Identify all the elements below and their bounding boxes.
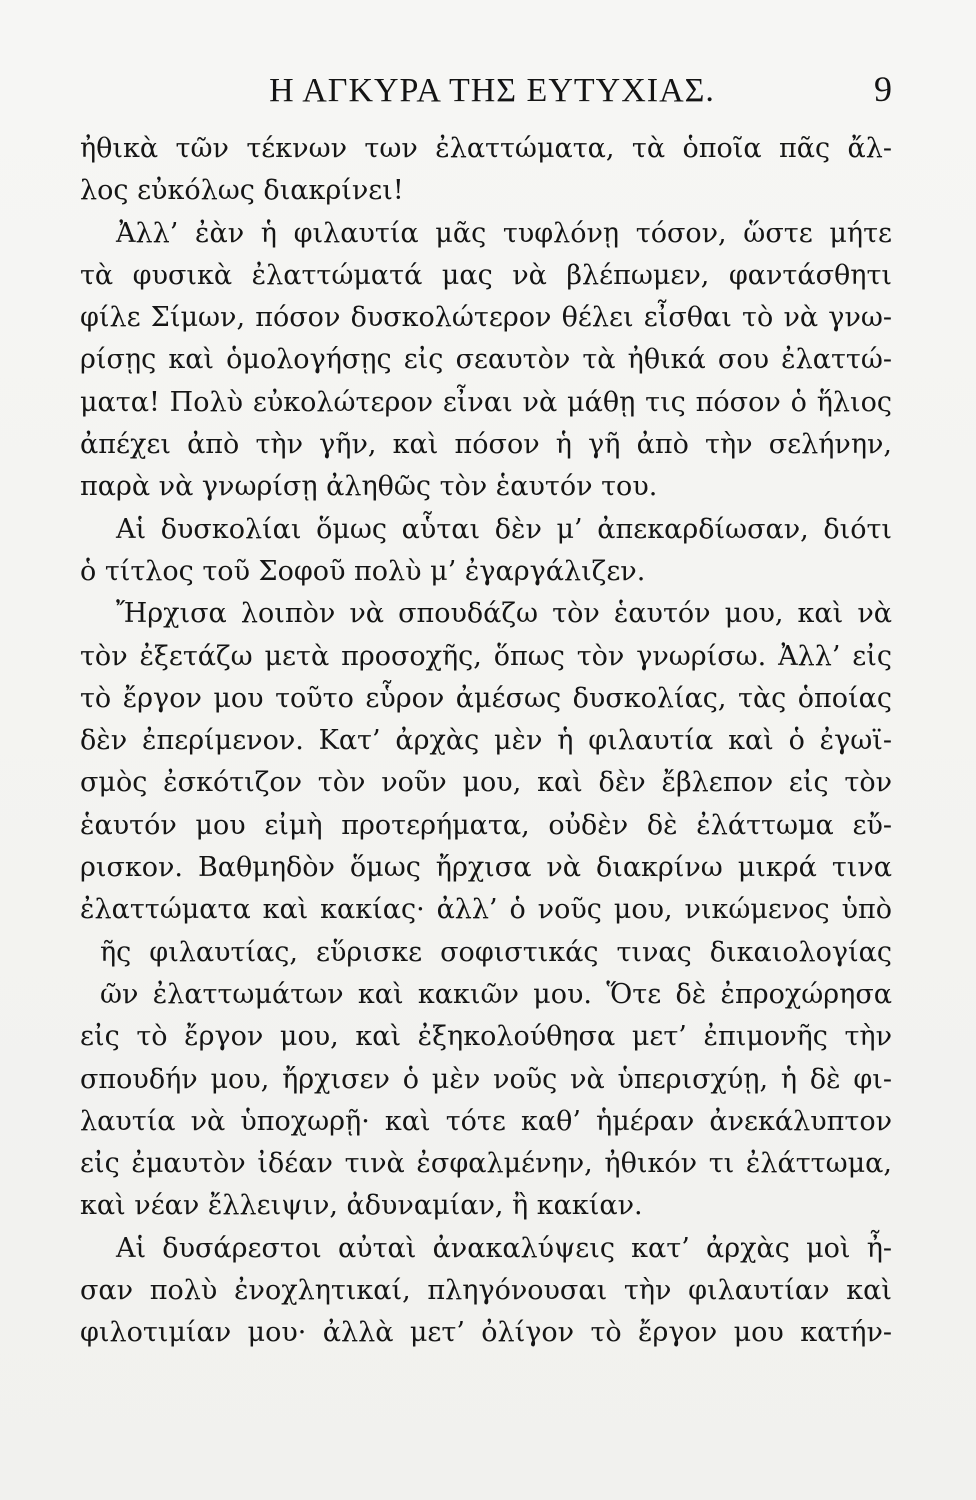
text-line: τὸν ἐξετάζω μετὰ προσοχῆς, ὅπως τὸν γνωρίσω. Ἀλλ’ εἰς xyxy=(80,640,892,672)
text-line: εἰς ἐμαυτὸν ἰδέαν τινὰ ἐσφαλμένην, ἠθικόν τι ἐλάττωμα, xyxy=(80,1148,892,1180)
text-line: φίλε Σίμων, πόσον δυσκολώτερον θέλει εἶσθαι τὸ νὰ γνω- xyxy=(80,302,892,334)
body-text xyxy=(80,128,892,1355)
text-line: Ἀλλ’ ἐὰν ἡ φιλαυτία μᾶς τυφλόνῃ τόσον, ὥστε μήτε xyxy=(116,217,892,249)
text-line: σπουδήν μου, ἤρχισεν ὁ μὲν νοῦς νὰ ὑπερισχύῃ, ἡ δὲ φι- xyxy=(80,1063,892,1095)
text-line: σαν πολὺ ἐνοχλητικαί, πληγόνουσαι τὴν φιλαυτίαν καὶ xyxy=(80,1275,892,1307)
text-line: ὁ τίτλος τοῦ Σοφοῦ πολὺ μ’ ἐγαργάλιζεν. xyxy=(80,555,646,587)
text-line: Αἱ δυσκολίαι ὅμως αὗται δὲν μ’ ἀπεκαρδίωσαν, διότι xyxy=(116,513,892,545)
text-line: τὸ ἔργον μου τοῦτο εὗρον ἀμέσως δυσκολίας, τὰς ὁποίας xyxy=(80,682,892,714)
text-line: ματα! Πολὺ εὐκολώτερον εἶναι νὰ μάθῃ τις πόσον ὁ ἥλιος xyxy=(80,386,892,418)
text-line: ρισκον. Βαθμηδὸν ὅμως ἤρχισα νὰ διακρίνω μικρά τινα xyxy=(80,852,892,884)
text-line: Αἱ δυσάρεστοι αὐταὶ ἀνακαλύψεις κατ’ ἀρχὰς μοὶ ἦ- xyxy=(116,1232,892,1264)
text-line: σμὸς ἐσκότιζον τὸν νοῦν μου, καὶ δὲν ἔβλεπον εἰς τὸν xyxy=(80,767,892,799)
text-line: φιλοτιμίαν μου· ἀλλὰ μετ’ ὀλίγον τὸ ἔργον μου κατήν- xyxy=(80,1317,892,1349)
text-line: τὰ φυσικὰ ἐλαττώματά μας νὰ βλέπωμεν, φαντάσθητι xyxy=(80,259,892,291)
page-number: 9 xyxy=(874,69,892,109)
text-line: ἐλαττώματα καὶ κακίας· ἀλλ’ ὁ νοῦς μου, νικώμενος ὑπὸ xyxy=(80,894,892,926)
text-line: ἀπέχει ἀπὸ τὴν γῆν, καὶ πόσον ἡ γῆ ἀπὸ τὴν σελήνην, xyxy=(80,429,892,461)
text-line: εἰς τὸ ἔργον μου, καὶ ἐξηκολούθησα μετ’ ἐπιμονῆς τὴν xyxy=(80,1021,892,1053)
text-line: ἑαυτόν μου εἰμὴ προτερήματα, οὐδὲν δὲ ἐλάττωμα εὔ- xyxy=(80,809,892,841)
text-line: Ἤρχισα λοιπὸν νὰ σπουδάζω τὸν ἑαυτόν μου, καὶ νὰ xyxy=(116,598,892,630)
text-line: δὲν ἐπερίμενον. Κατ’ ἀρχὰς μὲν ἡ φιλαυτία καὶ ὁ ἐγωϊ- xyxy=(80,725,892,757)
text-line: ῆς φιλαυτίας, εὕρισκε σοφιστικάς τινας δικαιολογίας xyxy=(100,936,892,968)
text-line: καὶ νέαν ἔλλειψιν, ἀδυναμίαν, ἢ κακίαν. xyxy=(80,1190,643,1222)
text-line: παρὰ νὰ γνωρίσῃ ἀληθῶς τὸν ἑαυτόν του. xyxy=(80,471,658,503)
text-line: λος εὐκόλως διακρίνει! xyxy=(80,175,404,207)
page-header xyxy=(92,62,892,112)
running-title: Η ΑΓΚΥΡΑ ΤΗΣ ΕΥΤΥΧΙΑΣ. xyxy=(269,72,715,109)
text-line: ῶν ἐλαττωμάτων καὶ κακιῶν μου. Ὅτε δὲ ἐπροχώρησα xyxy=(100,978,892,1010)
text-line: ρίσῃς καὶ ὁμολογήσῃς εἰς σεαυτὸν τὰ ἠθικά σου ἐλαττώ- xyxy=(80,344,892,376)
text-line: ἠθικὰ τῶν τέκνων των ἐλαττώματα, τὰ ὁποῖα πᾶς ἄλ- xyxy=(80,133,892,164)
text-line: λαυτία νὰ ὑποχωρῇ· καὶ τότε καθ’ ἡμέραν ἀνεκάλυπτον xyxy=(80,1105,892,1137)
